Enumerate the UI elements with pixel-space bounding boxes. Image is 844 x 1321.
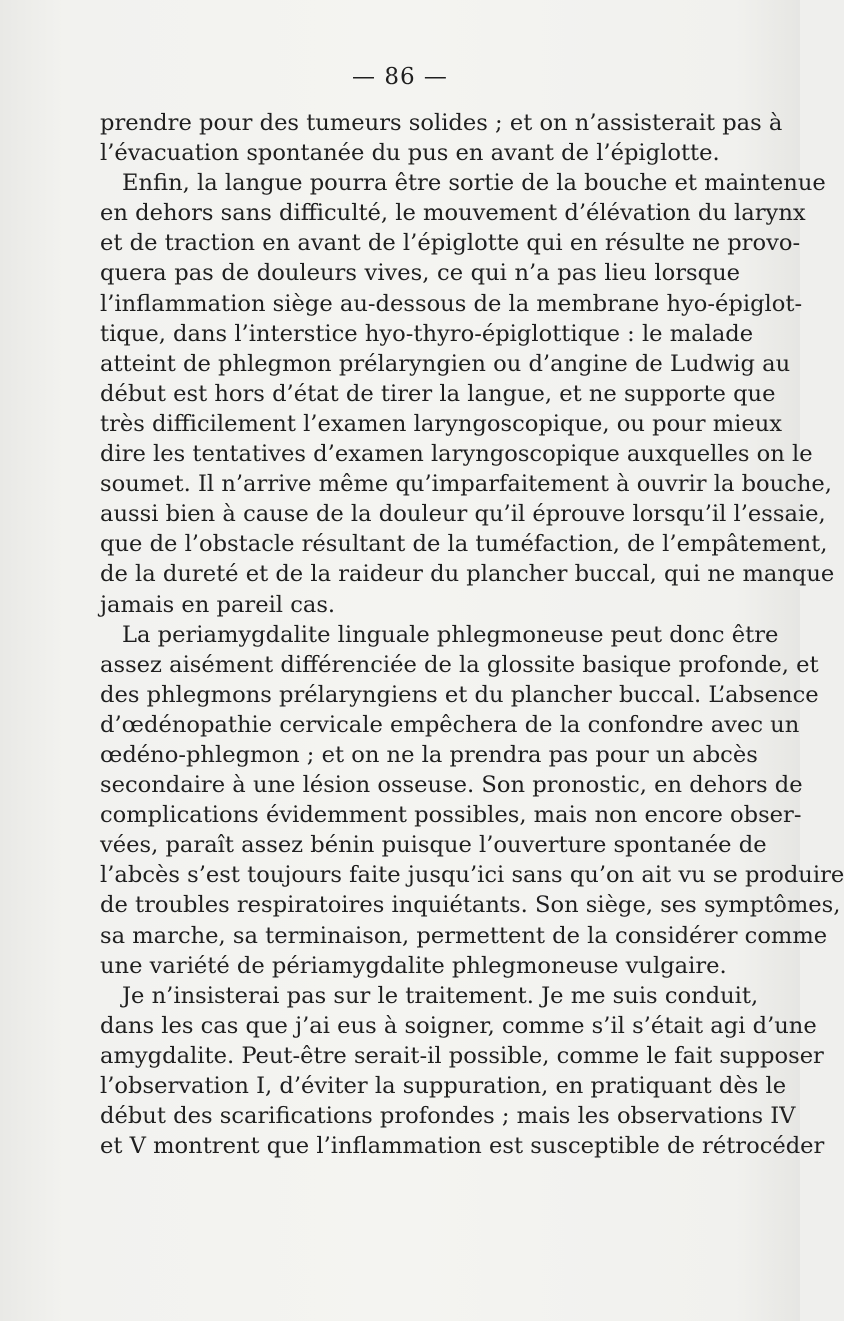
text-line: œdéno-phlegmon ; et on ne la prendra pas pour un abcès bbox=[100, 741, 758, 768]
body-text bbox=[100, 108, 844, 1161]
text-line: tique, dans l’interstice hyo-thyro-épiglottique : le malade bbox=[100, 320, 754, 347]
text-line: d’œdénopathie cervicale empêchera de la confondre avec un bbox=[100, 711, 800, 738]
text-line: atteint de phlegmon prélaryngien ou d’angine de Ludwig au bbox=[100, 350, 791, 377]
text-line: très difficilement l’examen laryngoscopique, ou pour mieux bbox=[100, 410, 783, 437]
text-line: de la dureté et de la raideur du plancher buccal, qui ne manque bbox=[100, 561, 835, 588]
text-line: et de traction en avant de l’épiglotte qui en résulte ne provo- bbox=[100, 230, 801, 257]
text-line: jamais en pareil cas. bbox=[100, 591, 336, 618]
text-line: début est hors d’état de tirer la langue, et ne supporte que bbox=[100, 380, 776, 407]
text-line: assez aisément différenciée de la glossite basique profonde, et bbox=[100, 651, 819, 678]
text-line: l’abcès s’est toujours faite jusqu’ici sans qu’on ait vu se produire bbox=[100, 862, 844, 889]
text-line: dans les cas que j’ai eus à soigner, comme s’il s’était agi d’une bbox=[100, 1012, 817, 1039]
page-number: — 86 — bbox=[352, 64, 448, 90]
text-line: l’inflammation siège au-dessous de la membrane hyo-épiglot- bbox=[100, 290, 803, 317]
text-line: La periamygdalite linguale phlegmoneuse peut donc être bbox=[122, 621, 779, 648]
text-line: sa marche, sa terminaison, permettent de la considérer comme bbox=[100, 922, 828, 949]
text-line: quera pas de douleurs vives, ce qui n’a pas lieu lorsque bbox=[100, 260, 740, 287]
text-line: prendre pour des tumeurs solides ; et on n’assisterait pas à bbox=[100, 110, 783, 136]
text-line: vées, paraît assez bénin puisque l’ouverture spontanée de bbox=[100, 832, 767, 859]
text-line: secondaire à une lésion osseuse. Son pronostic, en dehors de bbox=[100, 772, 803, 799]
text-line: que de l’obstacle résultant de la tuméfaction, de l’empâtement, bbox=[100, 531, 828, 558]
text-line: soumet. Il n’arrive même qu’imparfaitement à ouvrir la bouche, bbox=[100, 471, 832, 498]
text-line: complications évidemment possibles, mais non encore obser- bbox=[100, 802, 802, 829]
text-line: des phlegmons prélaryngiens et du plancher buccal. L’absence bbox=[100, 681, 819, 708]
text-line: une variété de périamygdalite phlegmoneuse vulgaire. bbox=[100, 952, 727, 979]
text-line: amygdalite. Peut-être serait-il possible, comme le fait supposer bbox=[100, 1042, 824, 1069]
text-line: de troubles respiratoires inquiétants. Son siège, ses symptômes, bbox=[100, 892, 841, 919]
text-line: début des scarifications profondes ; mais les observations IV bbox=[100, 1103, 796, 1130]
text-line: aussi bien à cause de la douleur qu’il éprouve lorsqu’il l’essaie, bbox=[100, 501, 826, 528]
text-line: Enfin, la langue pourra être sortie de la bouche et maintenue bbox=[122, 170, 826, 197]
text-line: l’évacuation spontanée du pus en avant de l’épiglotte. bbox=[100, 140, 720, 167]
text-line: et V montrent que l’inflammation est susceptible de rétrocéder bbox=[100, 1133, 825, 1160]
text-line: en dehors sans difficulté, le mouvement d’élévation du larynx bbox=[100, 200, 806, 227]
text-line: Je n’insisterai pas sur le traitement. Je me suis conduit, bbox=[122, 982, 759, 1009]
text-line: l’observation I, d’éviter la suppuration, en pratiquant dès le bbox=[100, 1073, 787, 1099]
text-line: dire les tentatives d’examen laryngoscopique auxquelles on le bbox=[100, 441, 813, 468]
